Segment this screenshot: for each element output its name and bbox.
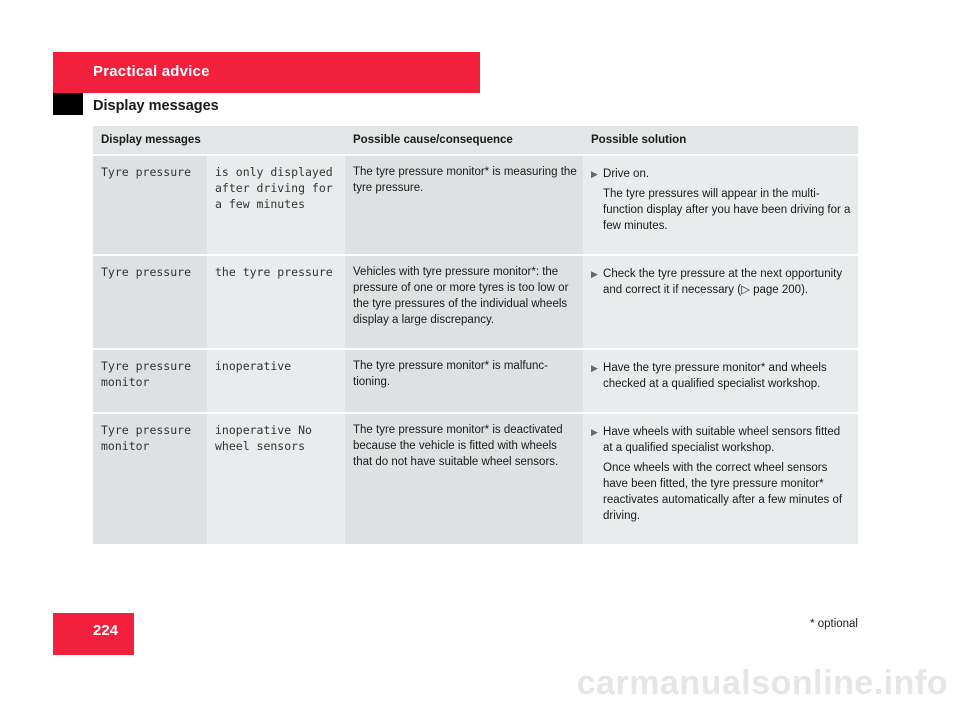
table-header-row (93, 126, 858, 155)
solution-bullet (591, 166, 852, 182)
solution-text: Check the tyre pressure at the next opportunity and correct it if necessary (▷ page 200). (603, 268, 843, 296)
footnote-optional: * optional (810, 618, 858, 630)
solution-note: Once wheels with the correct wheel sensors have been fitted, the tyre pressure monitor* reactivates automatically after a few minutes of driving. (603, 462, 843, 522)
column-header-cause: Possible cause/consequence (345, 126, 583, 155)
solution-text: Drive on. (603, 168, 650, 180)
table-row (93, 349, 858, 413)
display-message-part2: the tyre pressure (207, 255, 345, 349)
page-number: 224 (93, 622, 119, 639)
cause-cell: The tyre pressure monitor* is malfunc-tioning. (345, 349, 583, 413)
triangle-right-icon: ▶ (591, 427, 598, 437)
solution-note: The tyre pressures will appear in the multi-function display after you have been driving for a few minutes. (603, 188, 851, 232)
table-row (93, 155, 858, 255)
display-message-part1: Tyre pressure monitor (93, 413, 207, 545)
display-message-part1: Tyre pressure monitor (93, 349, 207, 413)
triangle-right-icon: ▶ (591, 269, 598, 279)
solution-text: Have wheels with suitable wheel sensors fitted at a qualified specialist workshop. (603, 426, 841, 454)
solution-cell (583, 349, 858, 413)
solution-bullet (591, 360, 852, 392)
table-row (93, 255, 858, 349)
cause-cell: The tyre pressure monitor* is measuring the tyre pressure. (345, 155, 583, 255)
triangle-right-icon: ▶ (591, 363, 598, 373)
display-message-part2: inoperative No wheel sensors (207, 413, 345, 545)
triangle-right-icon: ▶ (591, 169, 598, 179)
display-message-part1: Tyre pressure (93, 155, 207, 255)
solution-bullet (591, 266, 852, 298)
solution-text: Have the tyre pressure monitor* and wheels checked at a qualified specialist workshop. (603, 362, 827, 390)
table-row (93, 413, 858, 545)
column-header-solution: Possible solution (583, 126, 858, 155)
page-subtitle: Display messages (93, 98, 219, 114)
solution-cell (583, 155, 858, 255)
section-tab-marker (53, 93, 83, 115)
solution-cell (583, 255, 858, 349)
cause-cell: Vehicles with tyre pressure monitor*: the pressure of one or more tyres is too low or the tyre pressures of the individual wheels display a large discrepancy. (345, 255, 583, 349)
solution-bullet (591, 424, 852, 456)
watermark: carmanualsonline.info (576, 664, 948, 702)
solution-cell (583, 413, 858, 545)
column-header-display-messages: Display messages (93, 126, 345, 155)
display-message-part2: inoperative (207, 349, 345, 413)
display-messages-table (93, 126, 858, 546)
display-message-part1: Tyre pressure (93, 255, 207, 349)
cause-cell: The tyre pressure monitor* is deactivated because the vehicle is fitted with wheels that do not have suitable wheel sensors. (345, 413, 583, 545)
section-title: Practical advice (93, 63, 210, 80)
display-message-part2: is only displayed after driving for a few minutes (207, 155, 345, 255)
